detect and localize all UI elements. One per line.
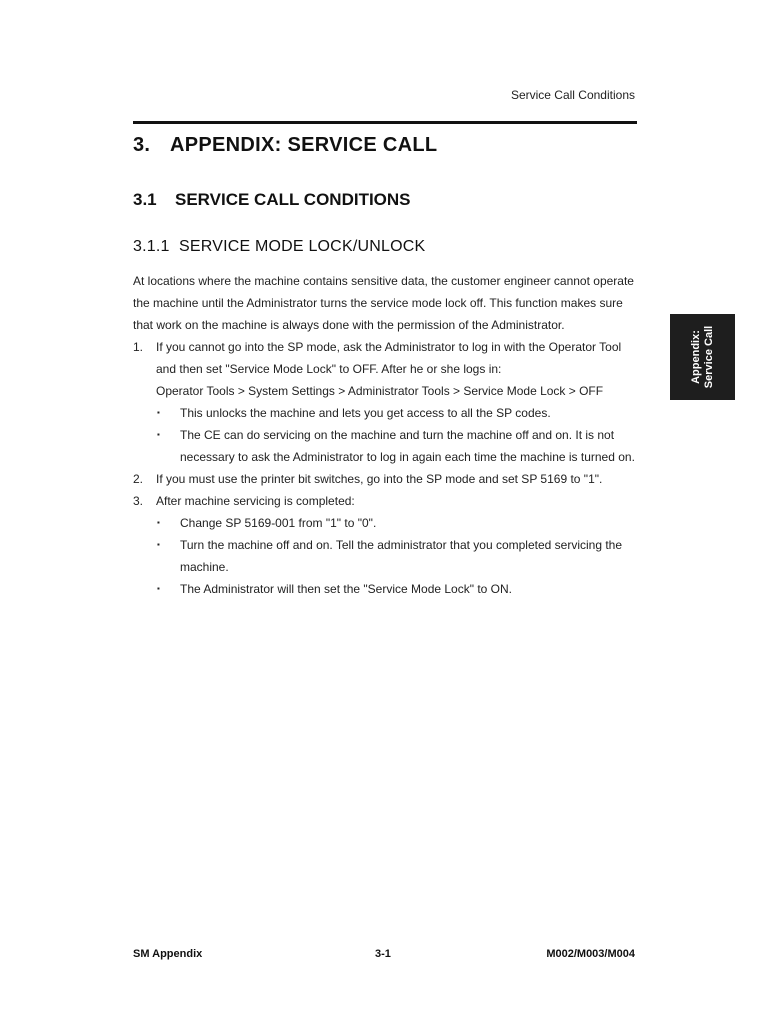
- section-number: 3.1: [133, 190, 157, 209]
- bullet-icon: ▪: [157, 518, 160, 527]
- step-item: [133, 468, 638, 490]
- footer-page-number: 3-1: [375, 948, 391, 960]
- bullet-item: [133, 424, 638, 468]
- step-number: 2.: [133, 472, 144, 486]
- chapter-heading: [133, 134, 437, 157]
- side-tab-line-1: Appendix:: [689, 330, 702, 384]
- bullet-icon: ▪: [157, 408, 160, 417]
- running-header: Service Call Conditions: [510, 88, 635, 102]
- intro-paragraph: At locations where the machine contains sensitive data, the customer engineer cannot operate the machine until the Administrator turns the service mode lock off. This function makes sure that work on the machine is always done with the permission of the Administrator.: [133, 274, 634, 332]
- header-rule: [133, 121, 637, 124]
- footer-model-codes: M002/M003/M004: [546, 948, 635, 960]
- step-number: 1.: [133, 340, 144, 354]
- bullet-item: [133, 402, 638, 424]
- bullet-text: The Administrator will then set the "Service Mode Lock" to ON.: [180, 582, 512, 596]
- chapter-number: 3.: [133, 134, 151, 156]
- bullet-text: Turn the machine off and on. Tell the administrator that you completed servicing the machine.: [180, 538, 623, 574]
- bullet-icon: ▪: [157, 430, 160, 439]
- step-text: If you must use the printer bit switches, go into the SP mode and set SP 5169 to "1".: [156, 472, 603, 486]
- footer-manual-name: SM Appendix: [133, 948, 203, 960]
- body-text: [133, 270, 638, 600]
- step-item: [133, 490, 638, 512]
- bullet-item: [133, 578, 638, 600]
- chapter-side-tab: [670, 314, 735, 400]
- bullet-icon: ▪: [157, 540, 160, 549]
- side-tab-line-2: Service Call: [702, 325, 715, 389]
- subsection-title: SERVICE MODE LOCK/UNLOCK: [179, 238, 426, 255]
- bullet-text: The CE can do servicing on the machine and turn the machine off and on. It is not necessary to ask the Administrator to log in again each time the machine is turned on.: [180, 428, 635, 464]
- step-number: 3.: [133, 494, 144, 508]
- subsection-number: 3.1.1: [133, 238, 170, 255]
- section-heading: [133, 190, 411, 210]
- bullet-text: Change SP 5169-001 from "1" to "0".: [180, 516, 377, 530]
- bullet-item: [133, 512, 638, 534]
- section-title: SERVICE CALL CONDITIONS: [175, 190, 411, 209]
- chapter-title: APPENDIX: SERVICE CALL: [170, 134, 438, 156]
- subsection-heading: [133, 238, 425, 256]
- step-text: After machine servicing is completed:: [156, 494, 355, 508]
- step-item: [133, 336, 638, 380]
- step-text: If you cannot go into the SP mode, ask the Administrator to log in with the Operator Tool and then set "Service Mode Lock" to OFF. After he or she logs in:: [156, 340, 622, 376]
- bullet-item: [133, 534, 638, 578]
- bullet-icon: ▪: [157, 584, 160, 593]
- bullet-text: This unlocks the machine and lets you get access to all the SP codes.: [180, 406, 551, 420]
- menu-path: Operator Tools > System Settings > Administrator Tools > Service Mode Lock > OFF: [156, 384, 604, 398]
- side-tab-label: [690, 326, 716, 388]
